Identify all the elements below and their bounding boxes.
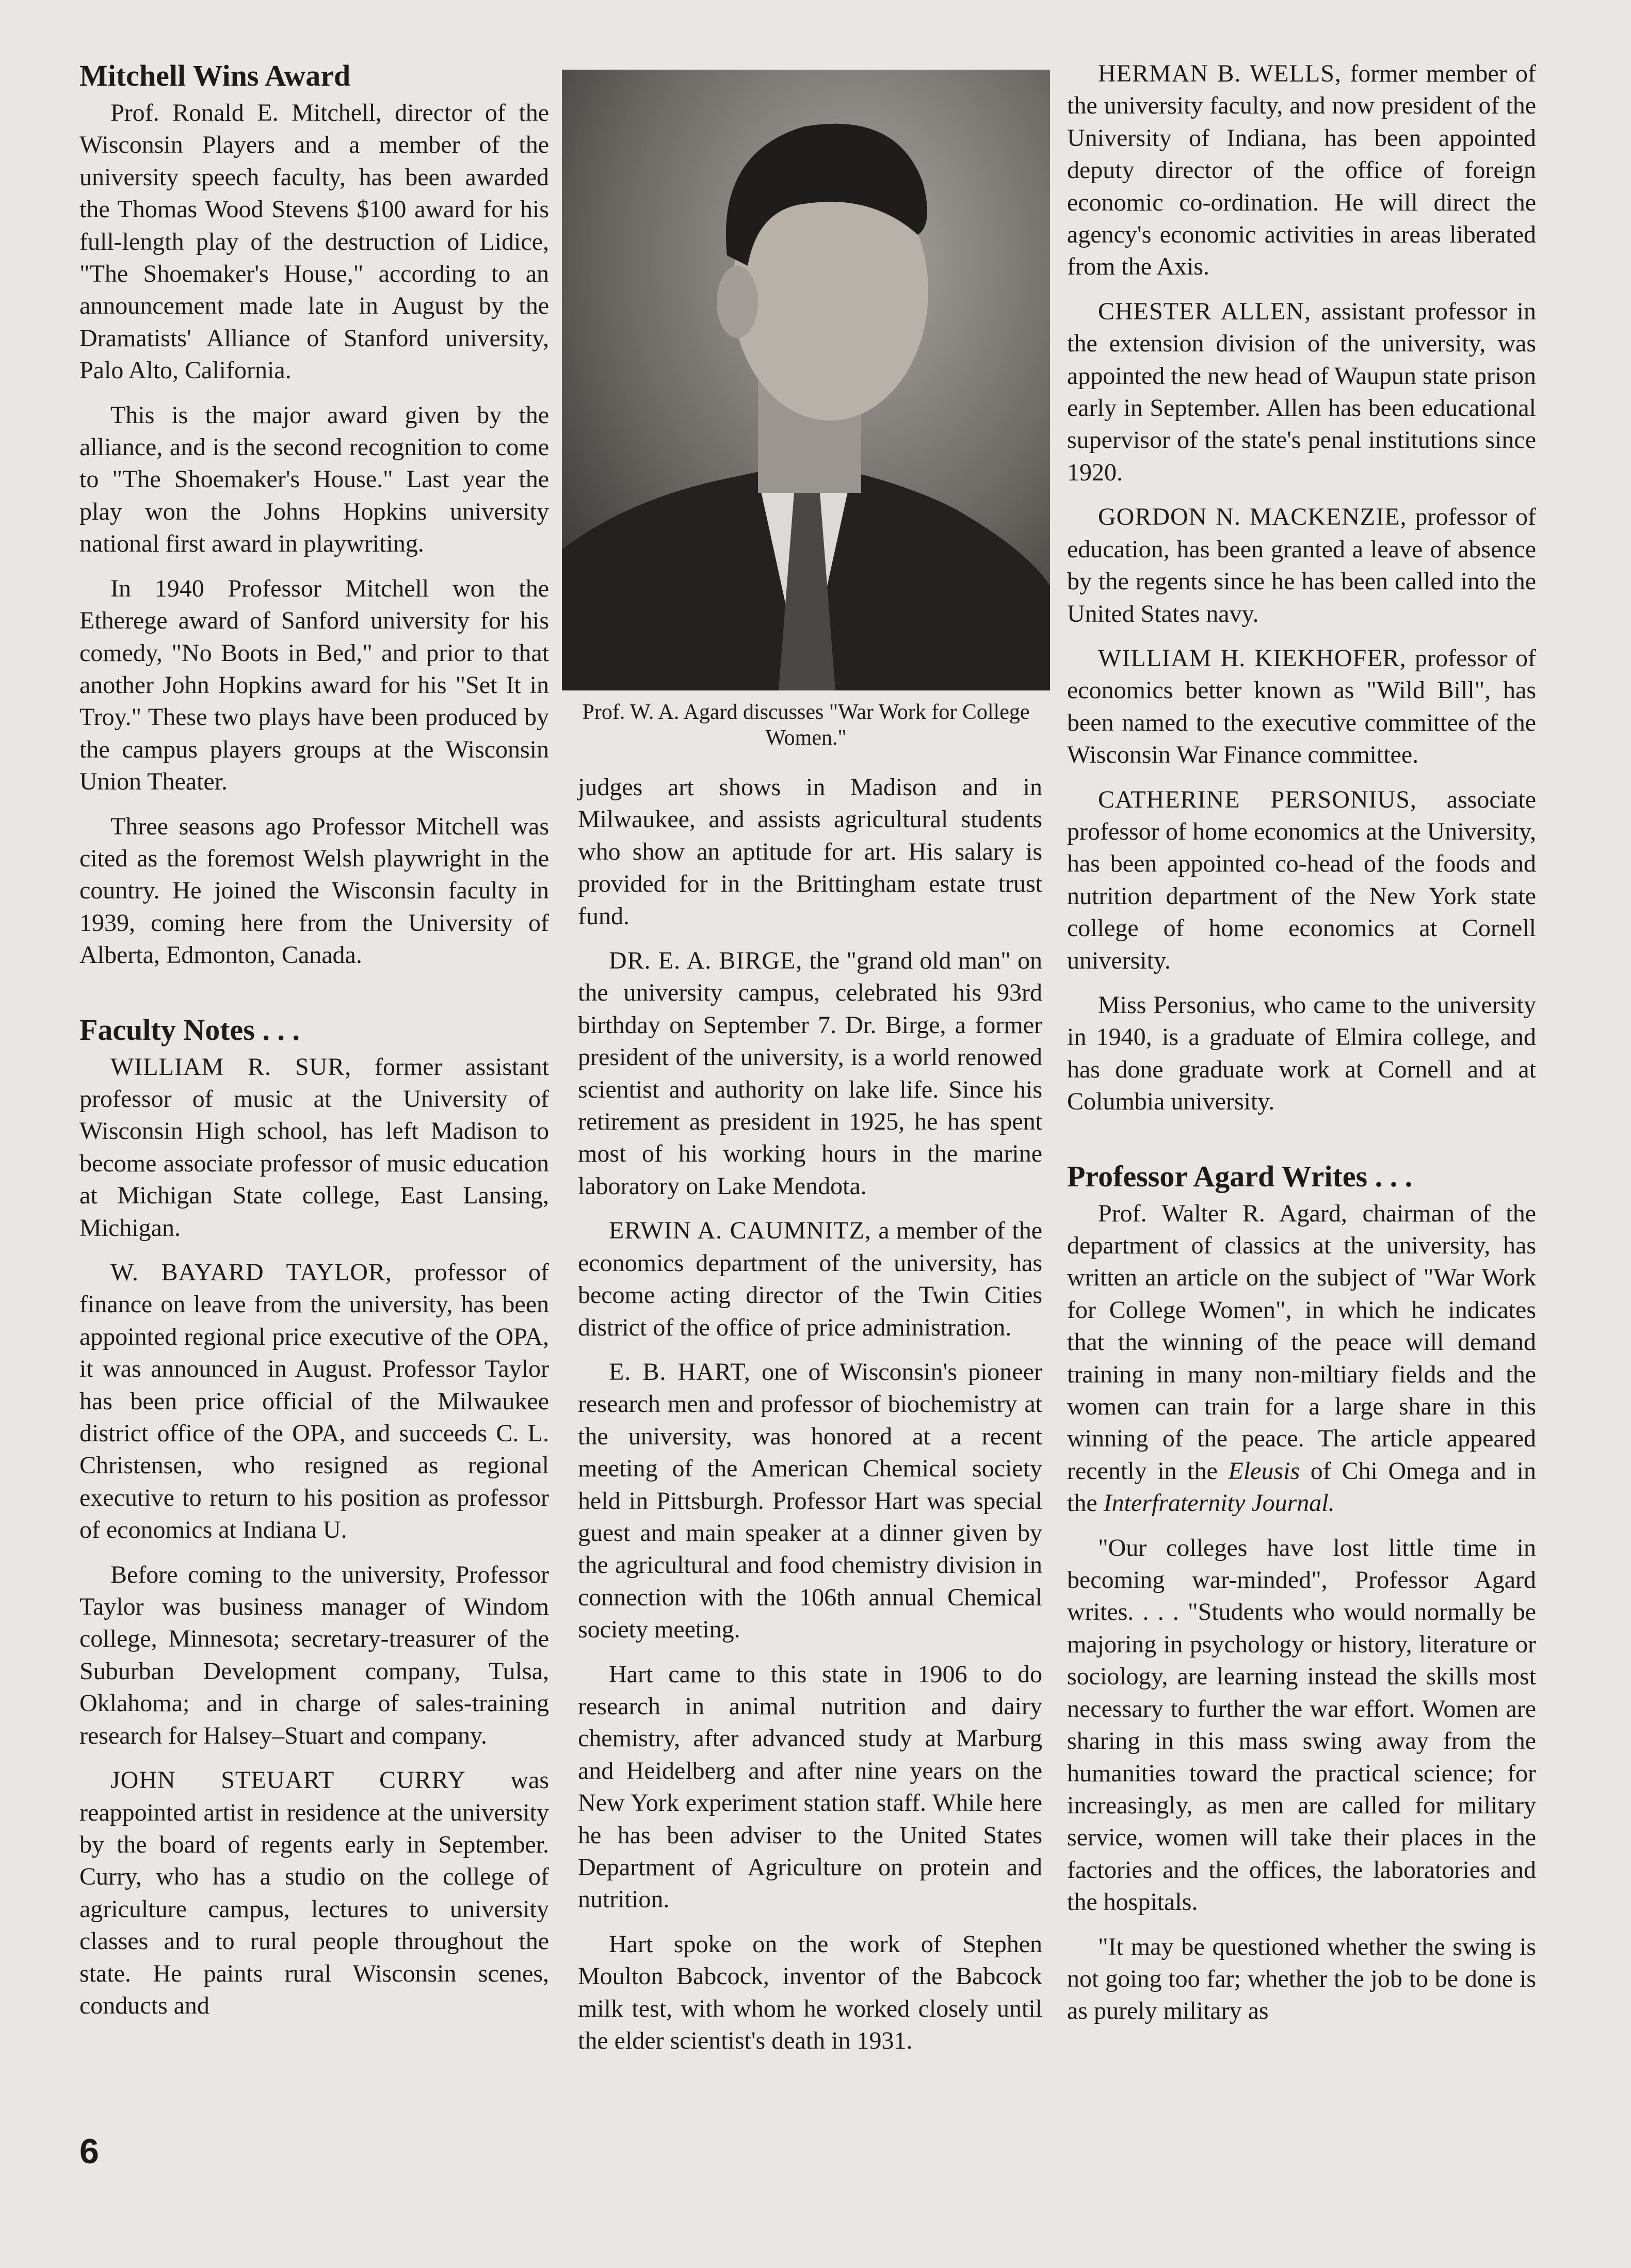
paragraph [79, 1764, 549, 2022]
paragraph-text: was reappointed artist in residence at the university by the board of regents early in September. Curry, who has a studio on the college of agriculture campus, lectures to university classes and to rural people throughout the state. He paints rural Wisconsin scenes, conducts and [79, 1766, 549, 2019]
page-number: 6 [79, 2132, 99, 2171]
paragraph: Hart came to this state in 1906 to do research in animal nutrition and dairy chemistry, after advanced study at Marburg and Heidelberg and after nine years on the New York experiment station staff. While here he has been adviser to the United States Department of Agriculture on protein and nutrition. [578, 1660, 1042, 1913]
paragraph [1067, 642, 1536, 771]
paragraph-text: a member of the economics department of the university, has become acting director of the Twin Cities district of the office of price administration. [578, 1217, 1043, 1341]
paragraph-text: associate professor of home economics at the University, has been appointed co-head of the foods and nutrition department of the New York state college of home economics at Cornell university. [1067, 785, 1537, 974]
paragraph [578, 1356, 1042, 1646]
paragraph [79, 1051, 549, 1244]
column-middle [578, 771, 1042, 2069]
paragraph-text: of Chi Omega and in the [1067, 1457, 1536, 1517]
portrait-photo [562, 70, 1050, 690]
paragraph-text: the "grand old man" on the university campus, celebrated his 93rd birthday on September 7. Dr. Birge, a former president of the university, is a world renowed scientist and authority on lake life. Since his retirement as president in 1925, he has spent most of his working hours in the marine laboratory on Lake Mendota. [578, 947, 1043, 1200]
person-name: WILLIAM R. SUR, [110, 1053, 352, 1081]
paragraph-text: professor of education, has been granted a leave of absence by the regents since he has been called into the United States navy. [1067, 503, 1536, 628]
publication-title: Eleusis [1228, 1457, 1300, 1485]
paragraph [578, 945, 1042, 1202]
paragraph: Prof. Ronald E. Mitchell, director of the Wisconsin Players and a member of the university speech faculty, has been awarded the Thomas Wood Stevens $100 award for his full-length play of the destruction of Lidice, "The Shoemaker's House," according to an announcement made late in August by the Dramatists' Alliance of Stanford university, Palo Alto, California. [79, 99, 549, 384]
person-name: CHESTER ALLEN, [1098, 297, 1312, 325]
paragraph-text: professor of economics better known as "Wild Bill", has been named to the executive committee of the Wisconsin War Finance committee. [1067, 644, 1536, 769]
section-gap [79, 984, 549, 1012]
column-left [79, 58, 549, 2034]
paragraph: Before coming to the university, Professor Taylor was business manager of Windom college, Minnesota; secretary-treasurer of the Suburban Development company, Tulsa, Oklahoma; and in charge of sales-training research for Halsey–Stuart and company. [79, 1561, 549, 1749]
paragraph: Three seasons ago Professor Mitchell was cited as the foremost Welsh playwright in the country. He joined the Wisconsin faculty in 1939, coming here from the University of Alberta, Edmonton, Canada. [79, 812, 549, 969]
paragraph: "Our colleges have lost little time in becoming war-minded", Professor Agard writes. . . . "Students who would normally be majoring in psychology or history, literature or sociology, are learning instead the skills most necessary to further the war effort. Women are sharing in this mass swing away from the humanities toward the practical science; for increasingly, as men are called for military service, women will take their places in the factories and the offices, the laboratories and the hospitals. [1067, 1534, 1536, 1916]
paragraph: Miss Personius, who came to the university in 1940, is a graduate of Elmira college, and has done graduate work at Cornell and at Columbia university. [1067, 991, 1536, 1116]
column-right [1067, 58, 1536, 2040]
person-name: W. BAYARD TAYLOR, [110, 1259, 392, 1286]
paragraph-text: one of Wisconsin's pioneer research men and professor of biochemistry at the university, was honored at a recent meeting of the American Chemical society held in Pittsburgh. Professor Hart was special guest and main speaker at a dinner given by the agricultural and food chemistry division in connection with the 106th annual Chemical society meeting. [578, 1358, 1042, 1644]
portrait-photo-icon [562, 70, 1050, 690]
paragraph [1067, 1198, 1536, 1520]
paragraph [1067, 501, 1536, 630]
publication-title: Interfraternity Journal. [1103, 1489, 1335, 1517]
paragraph: This is the major award given by the alliance, and is the second recognition to come to "The Shoemaker's House." Last year the play won the Johns Hopkins university national first award in playwriting. [79, 401, 549, 558]
paragraph: judges art shows in Madison and in Milwaukee, and assists agricultural students who show an aptitude for art. His salary is provided for in the Brittingham estate trust fund. [578, 774, 1042, 930]
person-name: CATHERINE PERSONIUS, [1098, 785, 1417, 813]
paragraph-text: former member of the university faculty, and now president of the University of Indiana, has been appointed deputy director of the office of foreign economic co-ordination. He will direct the agency's economic activities in areas liberated from the Axis. [1067, 60, 1536, 281]
paragraph [1067, 296, 1536, 489]
paragraph-text: assistant professor in the extension division of the university, was appointed the new head of Waupun state prison early in September. Allen has been educational supervisor of the state's penal institutions since 1920. [1067, 297, 1536, 486]
person-name: HERMAN B. WELLS, [1098, 60, 1342, 87]
person-name: WILLIAM H. KIEKHOFER, [1098, 644, 1407, 672]
paragraph-text: Prof. Walter R. Agard, chairman of the department of classics at the university, has written an article on the subject of "War Work for College Women", in which he indicates that the winning of the peace will demand training in many non-miltiary fields and the women can train for a large share in this winning of the peace. The article appeared recently in the [1067, 1199, 1536, 1485]
paragraph: "It may be questioned whether the swing is not going too far; whether the job to be done is as purely military as [1067, 1933, 1536, 2025]
section-gap [1067, 1131, 1536, 1159]
person-name: DR. E. A. BIRGE, [609, 947, 803, 975]
headline-mitchell-wins-award: Mitchell Wins Award [79, 59, 351, 92]
paragraph [1067, 784, 1536, 977]
paragraph [578, 1215, 1042, 1344]
person-name: JOHN STEUART CURRY [110, 1766, 466, 1794]
paragraph [1067, 58, 1536, 283]
paragraph-text: professor of finance on leave from the university, has been appointed regional price executive of the OPA, it was announced in August. Professor Taylor has been price official of the Milwaukee district office of the OPA, and succeeds C. L. Christensen, who resigned as regional executive to return to his position as professor of economics at Indiana U. [79, 1259, 549, 1544]
paragraph: Hart spoke on the work of Stephen Moulton Babcock, inventor of the Babcock milk test, with whom he worked closely until the elder scientist's death in 1931. [578, 1930, 1042, 2055]
headline-faculty-notes: Faculty Notes . . . [79, 1012, 300, 1047]
paragraph: In 1940 Professor Mitchell won the Etherege award of Sanford university for his comedy, "No Boots in Bed," and prior to that another John Hopkins award for his "Set It in Troy." These two plays have been produced by the campus players groups at the Wisconsin Union Theater. [79, 574, 549, 796]
person-name: ERWIN A. CAUMNITZ, [609, 1217, 871, 1245]
paragraph-text: former assistant professor of music at the University of Wisconsin High school, has left Madison to become associate professor of music education at Michigan State college, East Lansing, Michigan. [79, 1053, 549, 1242]
person-name: E. B. HART, [609, 1358, 751, 1386]
paragraph [79, 1257, 549, 1547]
headline-professor-agard-writes: Professor Agard Writes . . . [1067, 1159, 1413, 1193]
person-name: GORDON N. MACKENZIE, [1098, 503, 1407, 531]
photo-caption: Prof. W. A. Agard discusses "War Work for College Women." [582, 700, 1030, 750]
